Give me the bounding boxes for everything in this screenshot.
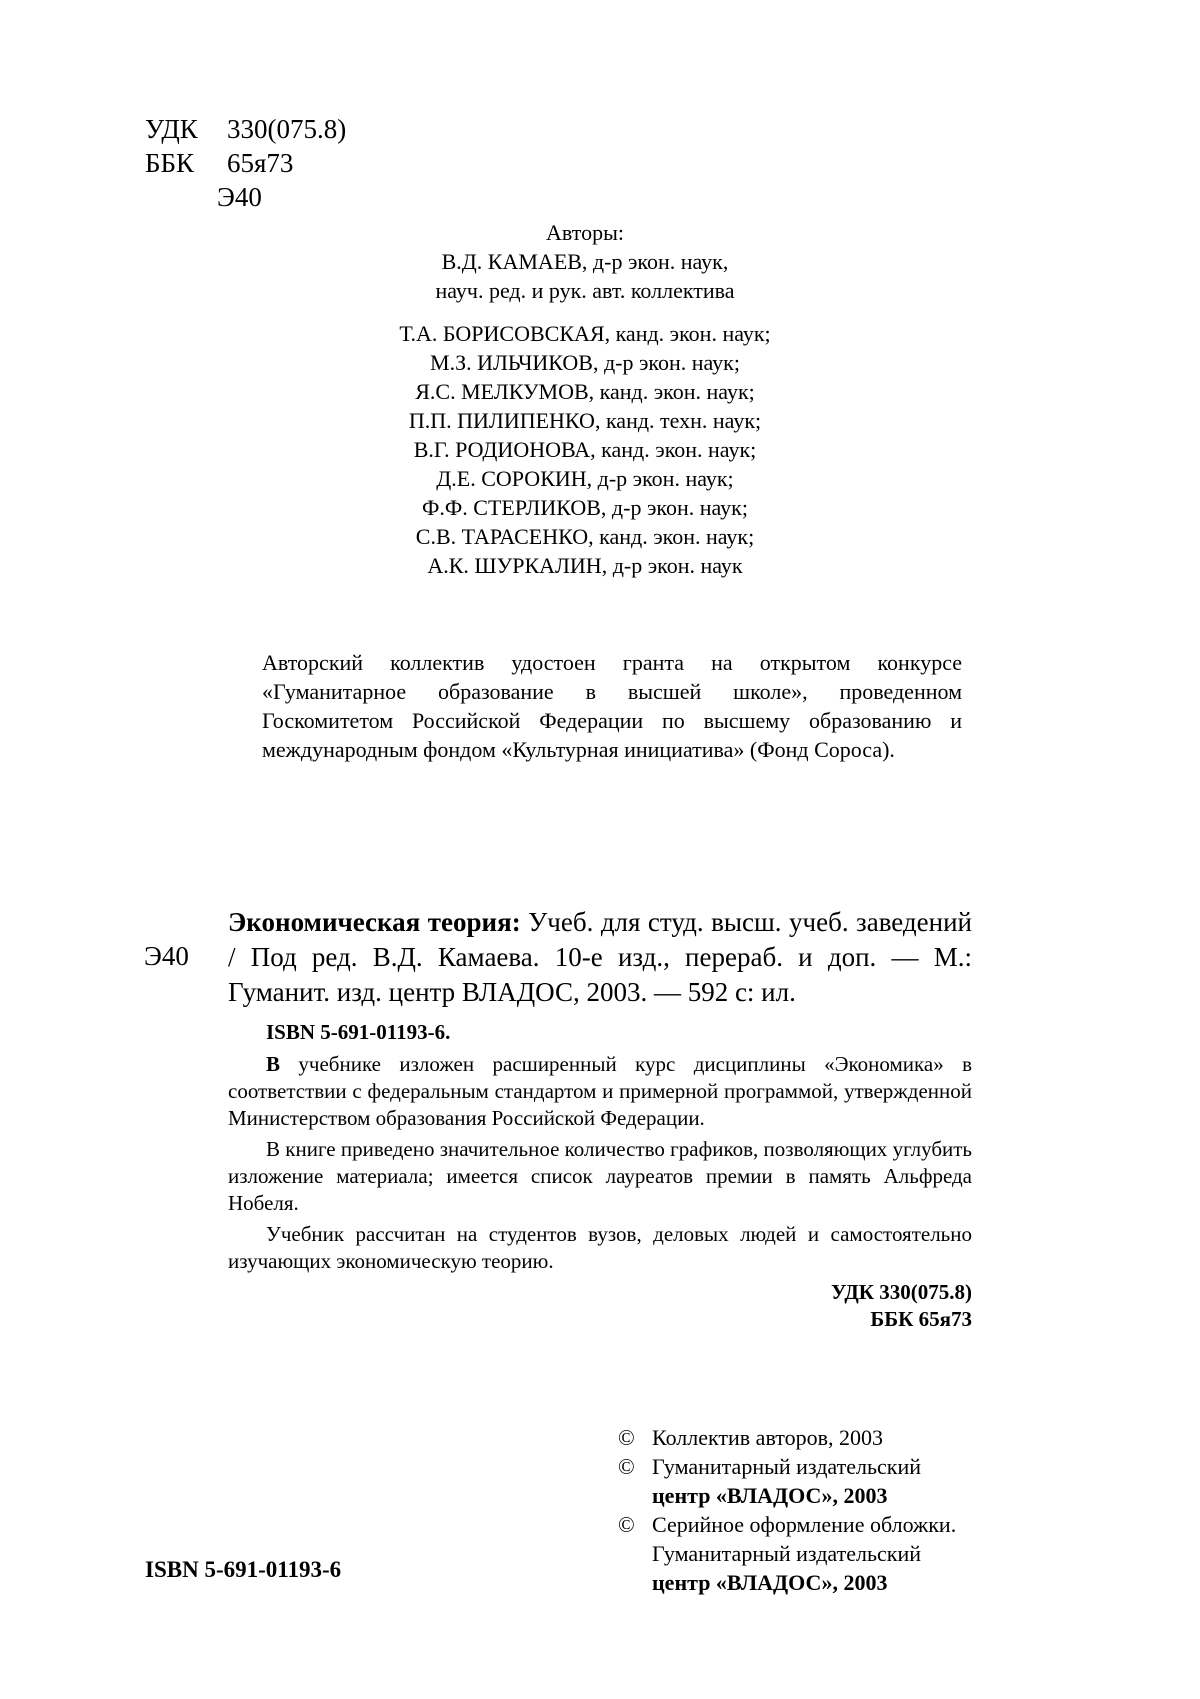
udk-value: 330(075.8) [227,114,347,144]
copyright-symbol: © [618,1425,635,1450]
annotation-lead: В [266,1052,281,1076]
author-item: А.К. ШУРКАЛИН, д-р экон. наук [427,553,743,578]
copyright-text: центр «ВЛАДОС», 2003 [652,1483,888,1508]
bbk-value: 65я73 [227,148,294,178]
editor-line-2: науч. ред. и рук. авт. коллектива [435,278,735,303]
copyright-text: Серийное оформление обложки. [652,1512,957,1537]
grant-note: Авторский коллектив удостоен гранта на открытом конкурсе «Гуманитарное образование в высшей школе», проведенном Госкомитетом Российской Федерации по высшему образованию и международным фондом «Культурная инициатива» (Фонд Сороса). [262,650,962,762]
copyright-line [618,1423,956,1452]
bib-description: Учеб. для студ. высш. учеб. заведений / Под ред. В.Д. Камаева. 10-е изд., перераб. и доп. — М.: Гуманит. изд. центр ВЛАДОС, 2003. — 592 с: ил. [228,907,972,1007]
editor-line-1: В.Д. КАМАЕВ, д-р экон. наук, [441,249,729,274]
udk-label: УДК [145,114,198,144]
copyright-text: Гуманитарный издательский [652,1454,921,1479]
bib-udk: УДК 330(075.8) [831,1280,972,1304]
bib-isbn: ISBN 5-691-01193-6. [266,1020,451,1044]
authors-heading: Авторы: [546,220,624,245]
annotation-paragraph: Учебник рассчитан на студентов вузов, деловых людей и самостоятельно изучающих экономическую теорию. [228,1222,972,1273]
copyright-line [618,1510,956,1539]
copyright-symbol: © [618,1454,635,1479]
isbn-bottom: ISBN 5-691-01193-6 [145,1557,342,1582]
annotation-paragraph [228,1051,972,1132]
author-item: С.В. ТАРАСЕНКО, канд. экон. наук; [415,524,755,549]
authors-block [300,218,870,580]
bib-bbk: ББК 65я73 [870,1307,972,1331]
bibliographic-record [144,905,972,1333]
author-item: Я.С. МЕЛКУМОВ, канд. экон. наук; [415,379,755,404]
margin-author-code: Э40 [144,941,189,971]
bbk-label: ББК [145,148,195,178]
author-item: Д.Е. СОРОКИН, д-р экон. наук; [436,466,734,491]
bib-entry [228,905,972,1010]
author-code: Э40 [217,182,262,212]
annotation-text: учебнике изложен расширенный курс дисциплины «Экономика» в соответствии с федеральным стандартом и примерной программой, утвержденной Министерством образования Российской Федерации. [228,1052,972,1130]
copyright-text: Коллектив авторов, 2003 [652,1425,883,1450]
copyright-text: Гуманитарный издательский [652,1541,921,1566]
annotation-paragraph: В книге приведено значительное количество графиков, позволяющих углубить изложение материала; имеется список лауреатов премии в память Альфреда Нобеля. [228,1137,972,1215]
author-item: Ф.Ф. СТЕРЛИКОВ, д-р экон. наук; [422,495,748,520]
copyright-symbol: © [618,1512,635,1537]
copyright-text: центр «ВЛАДОС», 2003 [652,1570,888,1595]
author-item: В.Г. РОДИОНОВА, канд. экон. наук; [413,437,757,462]
classification-block [145,112,346,214]
copyright-block [618,1423,956,1597]
udk-row [145,112,346,146]
author-item: М.З. ИЛЬЧИКОВ, д-р экон. наук; [430,350,740,375]
bib-classification [228,1279,972,1333]
author-item: П.П. ПИЛИПЕНКО, канд. техн. наук; [408,408,762,433]
bib-title: Экономическая теория: [228,907,521,937]
author-item: Т.А. БОРИСОВСКАЯ, канд. экон. наук; [399,321,771,346]
copyright-line [618,1452,956,1481]
bbk-row [145,146,346,180]
